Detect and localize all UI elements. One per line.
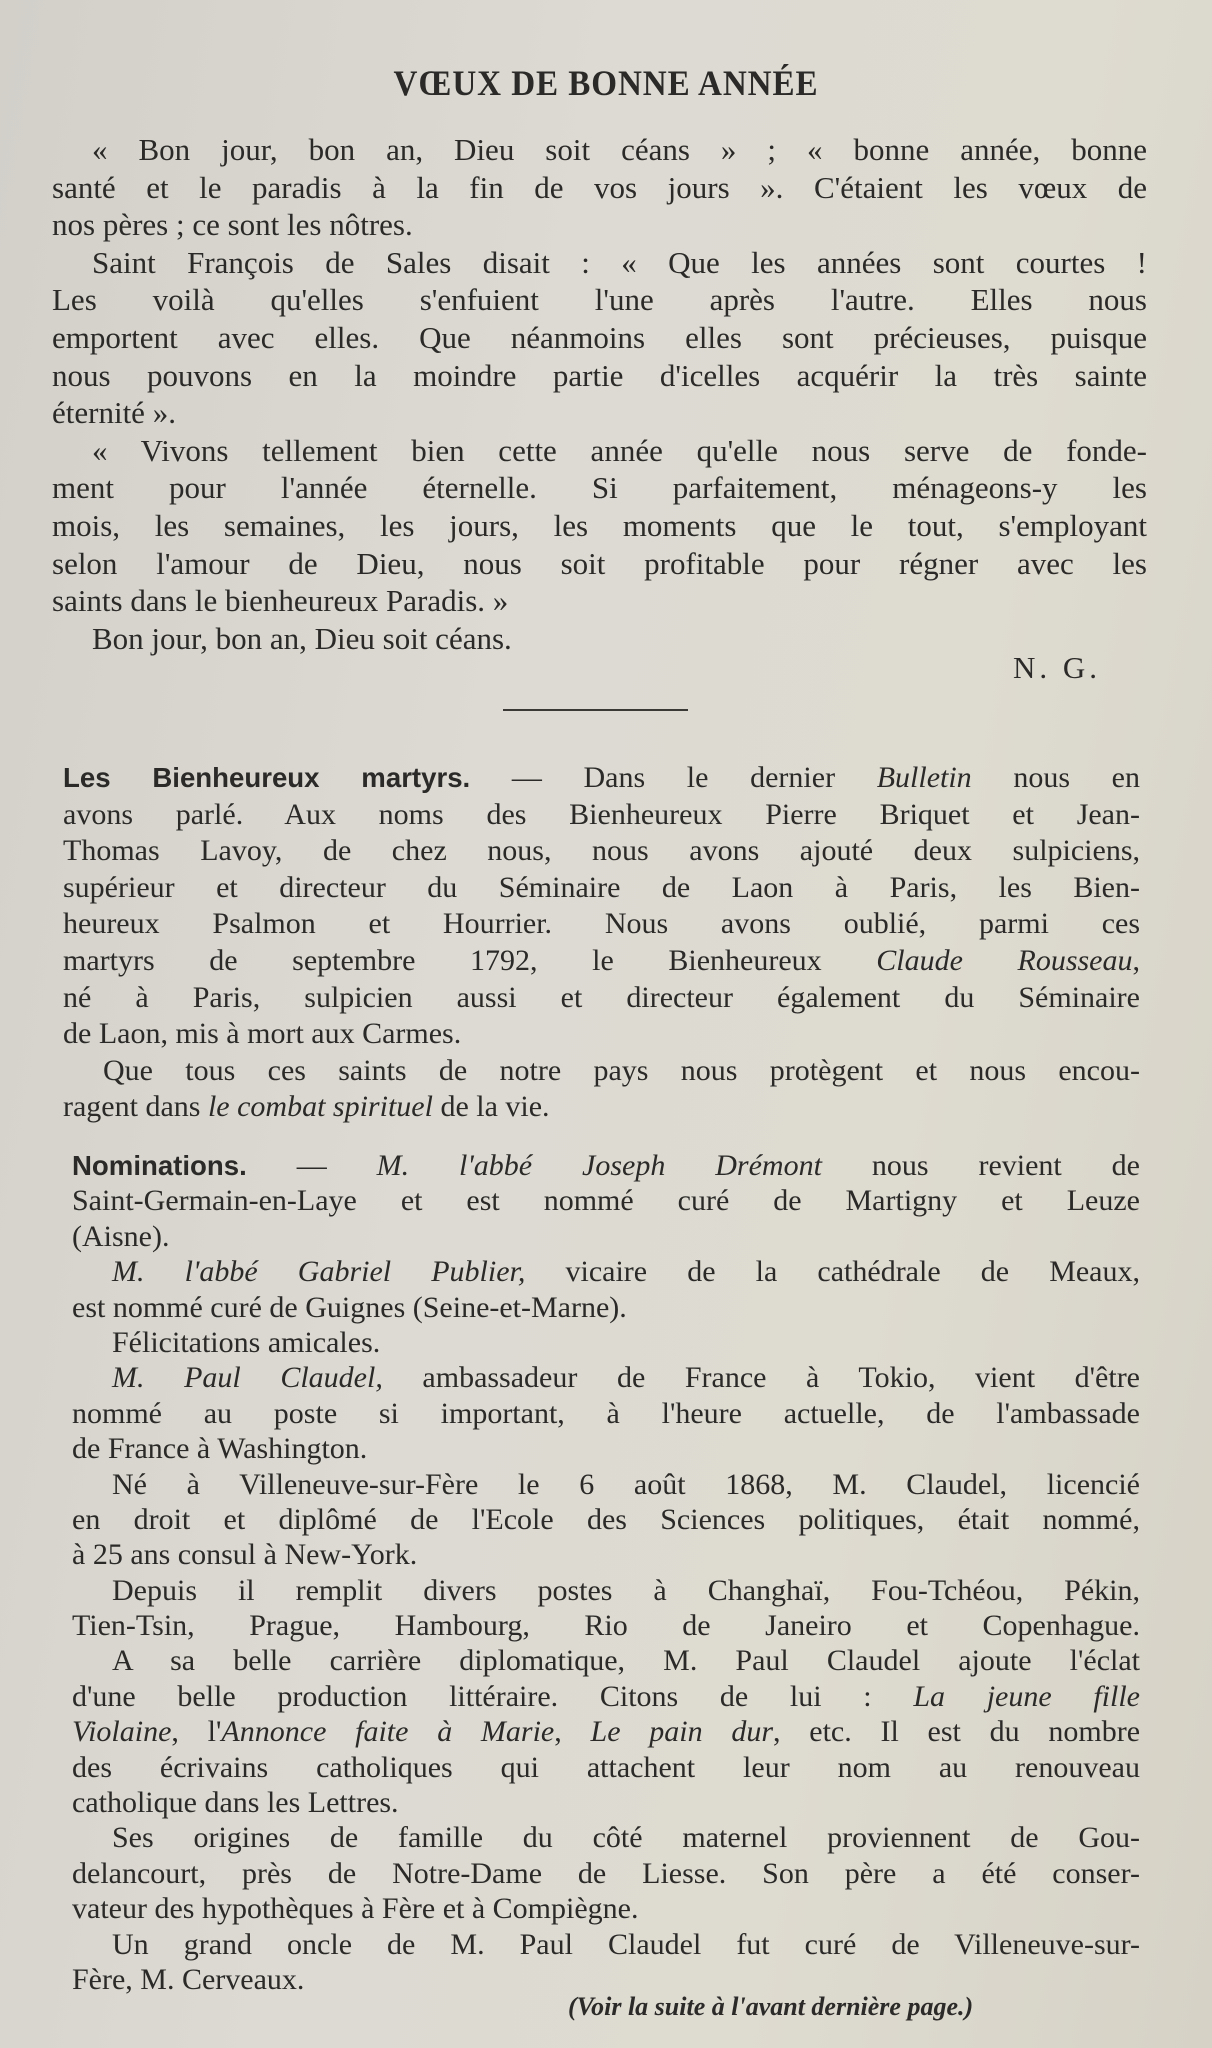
text-run: , [1132, 943, 1140, 977]
text-run: d'une belle production littéraire. Citons de lui : [72, 1679, 914, 1713]
text-line [52, 244, 1147, 282]
text-run: — Dans le dernier [470, 761, 877, 794]
text-run: ambassadeur de France à Tokio, vient d'être [382, 1361, 1140, 1395]
text-line [63, 1089, 1140, 1126]
italic-text: Claude Rousseau [876, 943, 1133, 977]
text-line [52, 620, 1147, 658]
signature: N. G. [1012, 650, 1101, 685]
article-voeux-body [52, 131, 1147, 657]
text-line [72, 1537, 1140, 1572]
text-line [72, 1431, 1140, 1466]
text-run: Un grand oncle de M. Paul Claudel fut curé de Villeneuve-sur- [112, 1927, 1140, 1961]
text-run: emportent avec elles. Que néanmoins elles sont précieuses, puisque [52, 319, 1147, 355]
run-in-heading: Les Bienheureux martyrs. [63, 762, 471, 793]
text-line [52, 582, 1147, 620]
text-run: ragent dans [63, 1090, 208, 1124]
text-run: Saint François de Sales disait : « Que les années sont courtes ! [92, 244, 1147, 280]
text-line [72, 1183, 1140, 1218]
text-line [72, 1502, 1140, 1537]
italic-text: La jeune fille [913, 1679, 1140, 1713]
article-martyrs-body [63, 760, 1140, 1126]
article-nominations-body [72, 1148, 1140, 1997]
text-run: de la vie. [432, 1090, 550, 1124]
text-line [72, 1714, 1140, 1749]
text-line [52, 545, 1147, 583]
text-run: né à Paris, sulpicien aussi et directeur également du Séminaire [63, 980, 1140, 1014]
text-line [63, 943, 1140, 980]
text-run: des écrivains catholiques qui attachent leur nom au renouveau [72, 1750, 1140, 1784]
text-line [72, 1891, 1140, 1926]
text-line [72, 1643, 1140, 1678]
text-line [72, 1467, 1140, 1502]
text-line [52, 507, 1147, 545]
text-line [63, 1016, 1140, 1053]
text-line [63, 906, 1140, 943]
text-line [72, 1360, 1140, 1395]
text-line [52, 206, 1147, 244]
text-run: avons parlé. Aux noms des Bienheureux Pierre Briquet et Jean- [63, 797, 1140, 831]
text-run: est nommé curé de Guignes (Seine-et-Marne). [72, 1290, 627, 1324]
text-line [72, 1325, 1140, 1360]
text-line [52, 357, 1147, 395]
text-run: saints dans le bienheureux Paradis. » [52, 583, 509, 619]
text-run: Bon jour, bon an, Dieu soit céans. [92, 620, 512, 656]
text-run: nommé au poste si important, à l'heure actuelle, de l'ambassade [72, 1396, 1140, 1430]
text-line [72, 1148, 1140, 1183]
text-line [52, 131, 1147, 169]
text-line [72, 1254, 1140, 1289]
text-run: nous revient de [821, 1149, 1141, 1182]
text-line [63, 980, 1140, 1017]
text-run: Les voilà qu'elles s'enfuient l'une après l'autre. Elles nous [52, 282, 1147, 318]
text-run: supérieur et directeur du Séminaire de Laon à Paris, les Bien- [63, 870, 1140, 904]
text-run: nous pouvons en la moindre partie d'icelles acquérir la très sainte [52, 357, 1147, 393]
text-run: Saint-Germain-en-Laye et est nommé curé de Martigny et Leuze [72, 1184, 1140, 1218]
text-run: heureux Psalmon et Hourrier. Nous avons oublié, parmi ces [63, 907, 1140, 941]
text-run: Thomas Lavoy, de chez nous, nous avons ajouté deux sulpiciens, [63, 834, 1140, 868]
text-run: A sa belle carrière diplomatique, M. Paul Claudel ajoute l'éclat [112, 1644, 1140, 1678]
text-run: nos pères ; ce sont les nôtres. [52, 207, 413, 243]
text-line [72, 1573, 1140, 1608]
section-divider [503, 709, 688, 711]
text-run: à 25 ans consul à New-York. [72, 1538, 418, 1572]
text-line [72, 1856, 1140, 1891]
text-run: Tien-Tsin, Prague, Hambourg, Rio de Janeiro et Copenhague. [72, 1609, 1140, 1643]
text-run: Que tous ces saints de notre pays nous protègent et nous encou- [103, 1053, 1140, 1087]
text-line [72, 1785, 1140, 1820]
text-line [72, 1290, 1140, 1325]
text-run: delancourt, près de Notre-Dame de Liesse. Son père a été conser- [72, 1856, 1140, 1890]
text-run: nous en [971, 761, 1140, 794]
text-run: selon l'amour de Dieu, nous soit profitable pour régner avec les [52, 545, 1147, 581]
italic-text: Violaine [72, 1715, 172, 1749]
text-run: Félicitations amicales. [112, 1325, 381, 1359]
text-line [52, 281, 1147, 319]
text-line [72, 1396, 1140, 1431]
italic-text: Annonce faite à Marie [221, 1715, 555, 1749]
text-line [72, 1750, 1140, 1785]
text-line [72, 1679, 1140, 1714]
italic-text: M. l'abbé Joseph Drémont [376, 1149, 822, 1182]
text-run: éternité ». [52, 395, 176, 431]
text-run: vateur des hypothèques à Fère et à Compiègne. [72, 1892, 639, 1926]
text-run: catholique dans les Lettres. [72, 1786, 399, 1820]
text-run: Depuis il remplit divers postes à Changhaï, Fou-Tchéou, Pékin, [112, 1573, 1140, 1607]
text-line [72, 1927, 1140, 1962]
italic-text: M. l'abbé Gabriel Publier, [112, 1255, 526, 1289]
continuation-note: (Voir la suite à l'avant dernière page.) [568, 1992, 974, 2021]
text-run: de France à Washington. [72, 1432, 368, 1466]
text-run: , l' [171, 1715, 222, 1749]
text-run: « Vivons tellement bien cette année qu'elle nous serve de fonde- [92, 432, 1147, 468]
text-run: santé et le paradis à la fin de vos jours ». C'étaient les vœux de [52, 169, 1147, 205]
italic-text: le combat spirituel [207, 1090, 433, 1124]
text-run: Ses origines de famille du côté maternel proviennent de Gou- [112, 1821, 1140, 1855]
text-line [52, 394, 1147, 432]
text-line [52, 469, 1147, 507]
text-line [63, 760, 1140, 797]
text-line [63, 797, 1140, 834]
text-run: Fère, M. Cerveaux. [72, 1962, 305, 1996]
article-title: VŒUX DE BONNE ANNÉE [393, 63, 819, 103]
italic-text: Bulletin [876, 761, 972, 794]
run-in-heading: Nominations. [72, 1150, 247, 1181]
text-run: vicaire de la cathédrale de Meaux, [525, 1255, 1140, 1289]
text-run: de Laon, mis à mort aux Carmes. [63, 1017, 462, 1051]
text-run: ment pour l'année éternelle. Si parfaitement, ménageons-y les [52, 470, 1147, 506]
text-line [52, 432, 1147, 470]
text-run: martyrs de septembre 1792, le Bienheureux [63, 943, 877, 977]
text-run: , [554, 1715, 591, 1749]
italic-text: M. Paul Claudel, [112, 1361, 383, 1395]
text-line [63, 833, 1140, 870]
text-line [72, 1608, 1140, 1643]
text-run: Né à Villeneuve-sur-Fère le 6 août 1868, M. Claudel, licencié [112, 1467, 1140, 1501]
italic-text: Le pain dur [590, 1715, 774, 1749]
text-run: « Bon jour, bon an, Dieu soit céans » ; « bonne année, bonne [92, 132, 1147, 167]
text-line [52, 319, 1147, 357]
text-run: , etc. Il est du nombre [773, 1715, 1141, 1749]
text-run: — [246, 1149, 377, 1182]
text-line [63, 870, 1140, 907]
text-line [72, 1820, 1140, 1855]
text-line [72, 1219, 1140, 1254]
text-line [63, 1053, 1140, 1090]
text-line [52, 169, 1147, 207]
text-run: (Aisne). [72, 1219, 170, 1253]
text-run: en droit et diplômé de l'Ecole des Sciences politiques, était nommé, [72, 1502, 1140, 1536]
text-run: mois, les semaines, les jours, les moments que le tout, s'employant [52, 507, 1147, 543]
